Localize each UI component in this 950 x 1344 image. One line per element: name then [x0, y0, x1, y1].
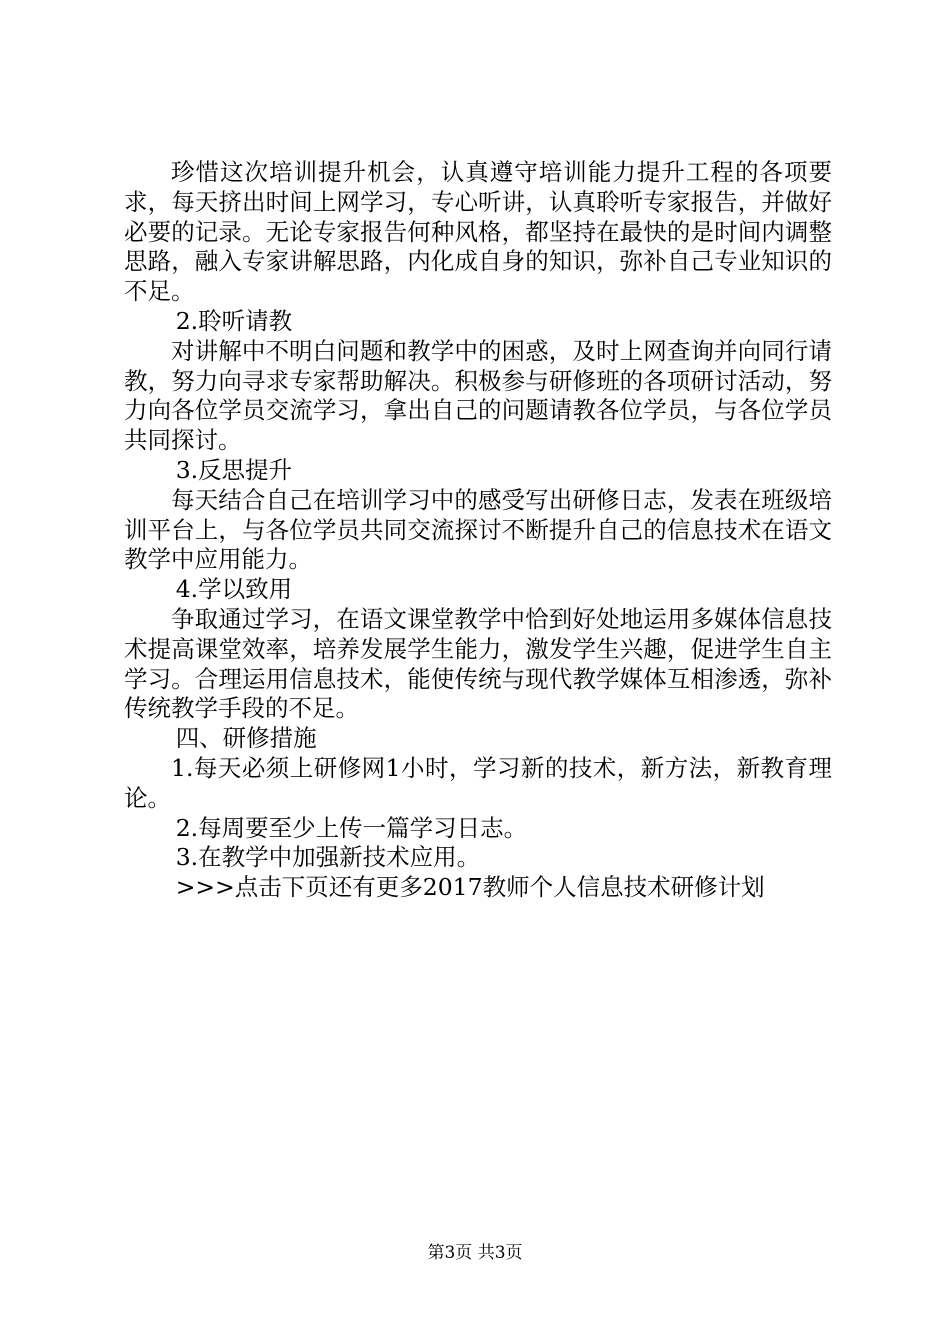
paragraph-listen: 对讲解中不明白问题和教学中的困惑，及时上网查询并向同行请教，努力向寻求专家帮助解决。积极参与研修班的各项研讨活动，努力向各位学员交流学习，拿出自己的问题请教各位学员，与各位学员共同探讨。: [124, 336, 832, 455]
measure-item-2: 2.每周要至少上传一篇学习日志。: [175, 813, 528, 842]
document-body: [124, 158, 832, 903]
section-heading-measures: 四、研修措施: [175, 724, 317, 753]
section-heading-reflect: 3.反思提升: [175, 455, 293, 484]
measure-item-3: 3.在教学中加强新技术应用。: [175, 843, 481, 872]
section-heading-apply: 4.学以致用: [175, 575, 293, 604]
paragraph-study-attitude: 珍惜这次培训提升机会，认真遵守培训能力提升工程的各项要求，每天挤出时间上网学习，专心听讲，认真聆听专家报告，并做好必要的记录。无论专家报告何种风格，都坚持在最快的是时间内调整思路，融入专家讲解思路，内化成自身的知识，弥补自己专业知识的不足。: [124, 158, 832, 306]
paragraph-apply: 争取通过学习，在语文课堂教学中恰到好处地运用多媒体信息技术提高课堂效率，培养发展学生能力，激发学生兴趣，促进学生自主学习。合理运用信息技术，能使传统与现代教学媒体互相渗透，弥补传统教学手段的不足。: [124, 604, 832, 723]
page-number-footer: 第3页 共3页: [427, 1243, 523, 1263]
measure-item-1: 1.每天必须上研修网1小时，学习新的技术，新方法，新教育理论。: [124, 753, 832, 812]
next-page-link[interactable]: >>>点击下页还有更多2017教师个人信息技术研修计划: [175, 873, 765, 902]
section-heading-listen: 2.聆听请教: [175, 306, 293, 335]
paragraph-reflect: 每天结合自己在培训学习中的感受写出研修日志，发表在班级培训平台上，与各位学员共同交流探讨不断提升自己的信息技术在语文教学中应用能力。: [124, 485, 832, 574]
